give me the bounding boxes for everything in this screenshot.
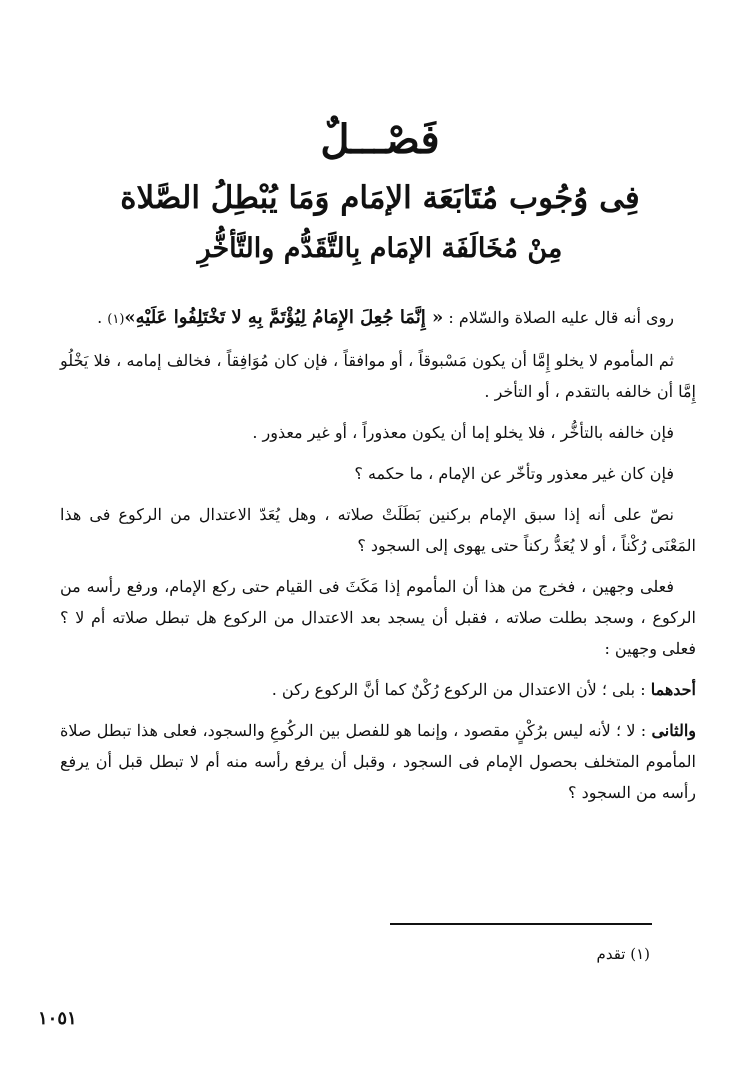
paragraph-3: فإن خالفه بالتأخُّر ، فلا يخلو إما أن يكون معذوراً ، أو غير معذور . [252,423,674,442]
paragraph-7-text: : بلى ؛ لأن الاعتدال من الركوع رُكْنٌ كما أنَّ الركوع ركن . [271,680,651,699]
paragraph-6: فعلى وجهين ، فخرج من هذا أن المأموم إذا مَكَثَ فى القيام حتى ركع الإمام، ورفع رأسه من الركوع ، وسجد بطلت صلاته ، فقبل أن يسجد بعد الاعتدال من الركوع هل تبطل صلاته أم لا ؟ فعلى وجهين : [60,577,696,658]
footnote-reference: (١) [107,312,125,327]
paragraph-1 [60,302,696,335]
paragraph-2: ثم المأموم لا يخلو إِمَّا أن يكون مَسْبوقاً ، أو موافقاً ، فإن كان مُوَافِقاً ، فخالف إمامه ، فلا يَخْلُو إِمَّا أن خالفه بالتقدم ، أو التأخر . [60,351,696,401]
footnote-divider [390,923,652,925]
chapter-heading [60,110,700,272]
body-text [60,302,696,818]
page-number: ١٠٥١ [38,1008,77,1029]
hadith-quote: « إِنَّمَا جُعِلَ الإِمَامُ لِيُؤْتَمَّ بِهِ لا تَخْتَلِفُوا عَلَيْهِ» [124,307,444,328]
paragraph-4: فإن كان غير معذور وتأخّر عن الإمام ، ما حكمه ؟ [354,464,674,483]
paragraph-7-label: أحدهما [650,680,696,699]
footnote-text: (١) تقدم [596,945,650,963]
chapter-subtitle-line-2: مِنْ مُخَالَفَة الإمَام بِالتَّقَدُّم والتَّأخُّرِ [197,233,563,264]
paragraph-8-text: : لا ؛ لأنه ليس برُكْنٍ مقصود ، وإنما هو للفصل بين الركُوعِ والسجود، فعلى هذا تبطل صلاة المأموم المتخلف بحصول الإمام فى السجود ، وقبل أن يرفع رأسه منه أم لا تبطل قبل أن يرفع رأسه من السجود ؟ [60,721,696,802]
paragraph-8 [60,715,696,808]
chapter-title: فَصْـــلٌ [320,116,440,163]
paragraph-5: نصّ على أنه إذا سبق الإمام بركنين بَطَلَتْ صلاته ، وهل يُعَدّ الاعتدال من الركوع فى هذا المَعْنَى رُكْناً ، أو لا يُعَدُّ ركناً حتى يهوى إلى السجود ؟ [60,505,696,555]
paragraph-8-label: والثانى [651,721,696,740]
paragraph-1-end: . [97,308,108,327]
paragraph-1-intro: روى أنه قال عليه الصلاة والسّلام : [443,308,674,327]
chapter-subtitle-line-1: فِى وُجُوب مُتَابَعَة الإمَام وَمَا يُبْطِلُ الصَّلاة [120,180,640,216]
paragraph-7 [60,674,696,705]
